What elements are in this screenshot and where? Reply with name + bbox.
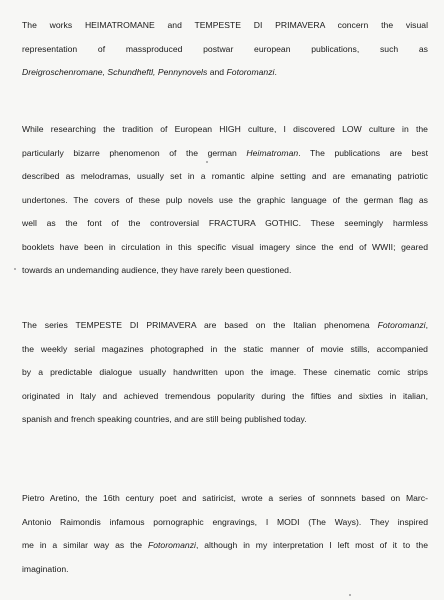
text-run: ,	[425, 320, 428, 330]
text-line	[22, 511, 428, 535]
text-line	[22, 558, 428, 582]
text-line	[22, 142, 428, 166]
scan-speck	[14, 268, 16, 270]
italic-term: Fotoromanzi	[377, 320, 426, 330]
text-line	[22, 118, 428, 142]
text-run: booklets have been in circulation in this specific visual imagery since the end of WWII; geared	[22, 241, 428, 252]
text-run: , although in my interpretation I left most of it to the	[195, 540, 428, 550]
paragraph-heimatroman	[22, 118, 428, 283]
text-line	[22, 236, 428, 260]
paragraph-intro	[22, 14, 428, 85]
italic-term: Heimatroman	[246, 147, 299, 158]
text-run: particularly bizarre phenomenon of the german	[22, 147, 247, 158]
text-line	[22, 61, 428, 85]
text-line	[22, 338, 428, 362]
text-run: me in a similar way as the	[22, 540, 148, 550]
text-run: imagination.	[22, 563, 69, 574]
text-run: the weekly serial magazines photographed in the static manner of movie stills, accompanied	[22, 343, 428, 354]
text-line	[22, 189, 428, 213]
text-run: While researching the tradition of European HIGH culture, I discovered LOW culture in the	[22, 124, 428, 134]
italic-term: Fotoromanzi	[147, 540, 196, 550]
text-line	[22, 361, 428, 385]
text-line	[22, 487, 428, 511]
text-run: representation of massproduced postwar european publications, such as	[22, 43, 428, 54]
text-line	[22, 14, 428, 38]
text-line	[22, 314, 428, 338]
text-line	[22, 212, 428, 236]
text-run: .	[274, 67, 277, 77]
text-run: spanish and french speaking countries, and are still being published today.	[22, 414, 307, 424]
scan-speck	[206, 161, 208, 163]
text-line	[22, 38, 428, 62]
text-run: Antonio Raimondis infamous pornographic engravings, I MODI (The Ways). They inspired	[22, 516, 428, 527]
text-run: originated in Italy and achieved tremendous popularity during the fifties and sixties in italian,	[22, 390, 428, 401]
text-line	[22, 534, 428, 558]
paragraph-i-modi	[22, 487, 428, 581]
text-line	[22, 259, 428, 283]
text-run: undertones. The covers of these pulp novels use the graphic language of the german flag as	[22, 194, 428, 205]
text-run: well as the font of the controversial FRACTURA GOTHIC. These seemingly harmless	[22, 218, 428, 228]
text-run: The works HEIMATROMANE and TEMPESTE DI PRIMAVERA concern the visual	[22, 20, 428, 30]
italic-term: Dreigroschenromane, Schundheftl, Pennynovels	[22, 67, 208, 77]
scan-speck	[349, 594, 351, 596]
paragraph-tempeste-di-primavera	[22, 314, 428, 432]
text-run: and	[207, 67, 227, 77]
text-line	[22, 385, 428, 409]
text-run: Pietro Aretino, the 16th century poet and satiricist, wrote a series of sonnnets based on Marc-	[22, 493, 428, 503]
text-run: . The publications are best	[298, 147, 428, 158]
text-run: towards an undemanding audience, they have rarely been questioned.	[22, 265, 292, 275]
text-line	[22, 408, 428, 432]
text-run: described as melodramas, usually set in a romantic alpine setting and are emanating patriotic	[22, 171, 428, 181]
text-line	[22, 165, 428, 189]
text-run: The series TEMPESTE DI PRIMAVERA are based on the Italian phenomena	[22, 320, 378, 330]
italic-term: Fotoromanzi	[226, 67, 275, 77]
text-run: by a predictable dialogue usually handwritten upon the image. These cinematic comic strips	[22, 367, 428, 377]
